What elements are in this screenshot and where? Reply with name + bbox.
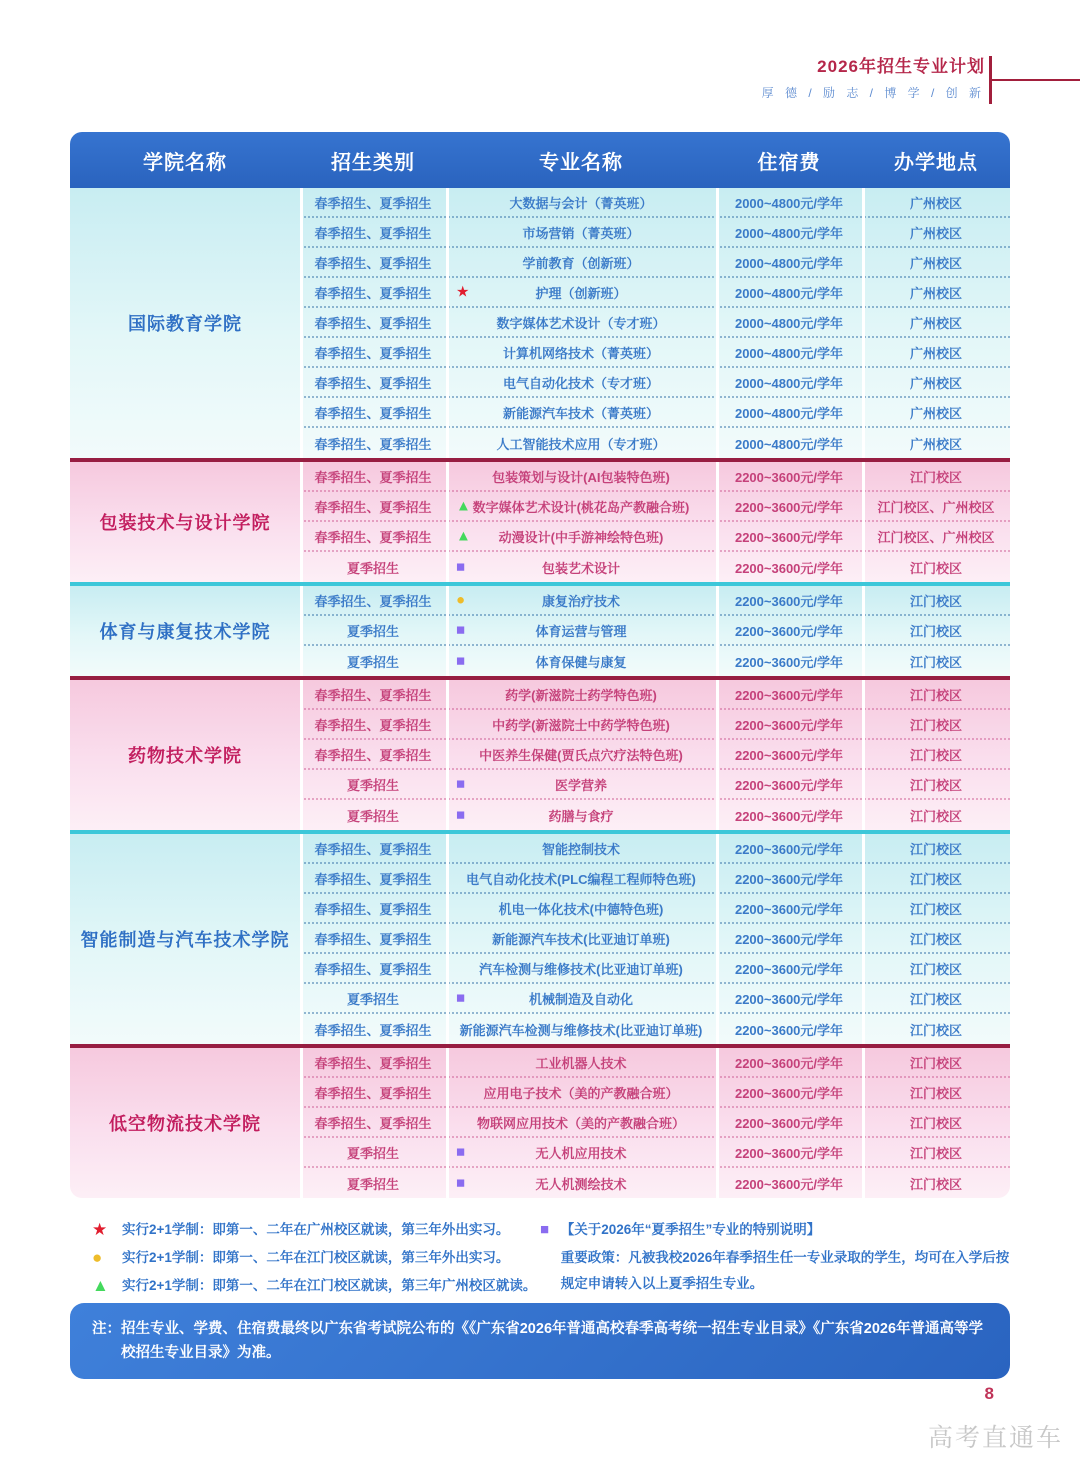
cell-category: 春季招生、夏季招生 — [314, 1115, 432, 1131]
cell-location: 江门校区 — [909, 841, 962, 857]
cell-category: 春季招生、夏季招生 — [314, 1022, 432, 1038]
triangle-icon: ▲ — [456, 497, 471, 515]
cell-location: 江门校区 — [909, 593, 962, 609]
cell-fee: 2000~4800元/学年 — [734, 315, 844, 331]
college-name: 低空物流技术学院 — [109, 1114, 261, 1134]
cell-location: 广州校区 — [909, 375, 962, 391]
table-row — [300, 398, 1010, 428]
cell-category: 春季招生、夏季招生 — [314, 1055, 432, 1071]
cell-category: 夏季招生 — [346, 991, 399, 1007]
cell-major: 动漫设计(中手游神绘特色班) ▲ — [456, 527, 664, 545]
square-icon: ■ — [456, 558, 466, 576]
cell-fee: 2200~3600元/学年 — [734, 1145, 844, 1161]
cell-major: 电气自动化技术（专才班） — [502, 375, 659, 391]
square-icon: ■ — [456, 1143, 466, 1161]
cell-fee: 2200~3600元/学年 — [734, 499, 844, 515]
cell-fee: 2200~3600元/学年 — [734, 593, 844, 609]
column-separator — [716, 188, 719, 458]
cell-location: 江门校区 — [909, 871, 962, 887]
college-section — [70, 188, 1010, 458]
square-icon: ■ — [456, 621, 466, 639]
cell-fee: 2200~3600元/学年 — [734, 469, 844, 485]
cell-fee: 2200~3600元/学年 — [734, 841, 844, 857]
cell-fee: 2000~4800元/学年 — [734, 345, 844, 361]
table-row — [300, 954, 1010, 984]
triangle-icon: ▲ — [456, 527, 471, 545]
table-header-row — [70, 132, 1010, 188]
cell-major: 机械制造及自动化 ■ — [456, 989, 633, 1007]
cell-fee: 2200~3600元/学年 — [734, 871, 844, 887]
table-row — [300, 586, 1010, 616]
cell-fee: 2200~3600元/学年 — [734, 961, 844, 977]
college-section — [70, 586, 1010, 676]
column-separator — [446, 680, 449, 830]
column-separator — [300, 462, 303, 582]
cell-category: 春季招生、夏季招生 — [314, 841, 432, 857]
cell-major: 医学营养 ■ — [456, 775, 607, 793]
cell-major: 护理（创新班） ★ — [456, 283, 627, 301]
cell-category: 春季招生、夏季招生 — [314, 593, 432, 609]
cell-location: 江门校区 — [909, 623, 962, 639]
column-separator — [300, 1048, 303, 1198]
legend-text: 实行2+1学制：即第一、二年在广州校区就读，第三年外出实习。 — [122, 1222, 510, 1237]
cell-location: 广州校区 — [909, 315, 962, 331]
cell-location: 江门校区 — [909, 901, 962, 917]
column-separator — [716, 680, 719, 830]
table-row — [300, 680, 1010, 710]
cell-location: 广州校区 — [909, 285, 962, 301]
column-separator — [716, 834, 719, 1044]
table-row — [300, 1048, 1010, 1078]
cell-category: 春季招生、夏季招生 — [314, 436, 432, 452]
header-major: 专业名称 — [539, 151, 623, 174]
cell-location: 江门校区 — [909, 654, 962, 670]
cell-major: 数字媒体艺术设计（专才班） — [496, 315, 666, 331]
cell-major: 机电一体化技术(中德特色班) — [498, 901, 664, 917]
column-separator — [862, 188, 865, 458]
cell-location: 江门校区 — [909, 961, 962, 977]
cell-major: 中药学(新滋院士中药学特色班) — [492, 717, 670, 733]
college-name: 体育与康复技术学院 — [99, 622, 271, 642]
square-icon: ■ — [456, 1174, 466, 1192]
cell-location: 江门校区 — [909, 808, 962, 824]
cell-category: 春季招生、夏季招生 — [314, 405, 432, 421]
cell-location: 江门校区 — [909, 1022, 962, 1038]
column-separator — [300, 680, 303, 830]
cell-location: 江门校区 — [909, 931, 962, 947]
column-separator — [300, 586, 303, 676]
legend-item — [88, 1248, 540, 1267]
table-row — [300, 522, 1010, 552]
table-row — [300, 338, 1010, 368]
cell-category: 春季招生、夏季招生 — [314, 901, 432, 917]
circle-icon: ● — [456, 591, 466, 609]
cell-category: 夏季招生 — [346, 654, 399, 670]
table-row — [300, 1014, 1010, 1044]
page-number: 8 — [984, 1384, 994, 1403]
cell-location: 江门校区 — [909, 1176, 962, 1192]
cell-location: 广州校区 — [909, 225, 962, 241]
cell-category: 春季招生、夏季招生 — [314, 499, 432, 515]
cell-category: 春季招生、夏季招生 — [314, 717, 432, 733]
header-college: 学院名称 — [143, 151, 227, 174]
cell-fee: 2200~3600元/学年 — [734, 1055, 844, 1071]
table-row — [300, 710, 1010, 740]
table-row — [300, 834, 1010, 864]
column-separator — [446, 1048, 449, 1198]
legend — [88, 1220, 1012, 1304]
column-separator — [862, 462, 865, 582]
column-separator — [862, 586, 865, 676]
table-row — [300, 428, 1010, 458]
table-row — [300, 864, 1010, 894]
cell-location: 广州校区 — [909, 195, 962, 211]
cell-category: 夏季招生 — [346, 1176, 399, 1192]
college-section — [70, 834, 1010, 1044]
cell-category: 春季招生、夏季招生 — [314, 255, 432, 271]
college-name: 智能制造与汽车技术学院 — [80, 930, 290, 950]
cell-fee: 2200~3600元/学年 — [734, 901, 844, 917]
table-row — [300, 1138, 1010, 1168]
square-icon: ■ — [456, 806, 466, 824]
cell-fee: 2200~3600元/学年 — [734, 717, 844, 733]
header-fee: 住宿费 — [757, 151, 821, 174]
cell-major: 人工智能技术应用（专才班） — [496, 436, 666, 452]
circle-icon: ● — [92, 1248, 103, 1267]
header-location: 办学地点 — [894, 151, 978, 174]
legend-text: 实行2+1学制：即第一、二年在江门校区就读，第三年广州校区就读。 — [122, 1278, 537, 1293]
cell-location: 江门校区、广州校区 — [877, 499, 995, 515]
cell-category: 夏季招生 — [346, 777, 399, 793]
footnote-text: 招生专业、学费、住宿费最终以广东省考试院公布的《《广东省2026年普通高校春季高考统一招生专业目录》《广东省2026年普通高等学校招生专业目录》为准。 — [121, 1321, 984, 1361]
cell-category: 春季招生、夏季招生 — [314, 931, 432, 947]
cell-major: 体育保健与康复 ■ — [456, 652, 627, 670]
cell-fee: 2200~3600元/学年 — [734, 1176, 844, 1192]
cell-major: 学前教育（创新班） — [522, 255, 640, 271]
cell-fee: 2200~3600元/学年 — [734, 777, 844, 793]
cell-major: 新能源汽车技术(比亚迪订单班) — [492, 931, 670, 947]
cell-category: 春季招生、夏季招生 — [314, 195, 432, 211]
table-row — [300, 188, 1010, 218]
cell-location: 广州校区 — [909, 345, 962, 361]
cell-major: 康复治疗技术 ● — [456, 591, 620, 609]
cell-category: 春季招生、夏季招生 — [314, 225, 432, 241]
cell-major: 新能源汽车检测与维修技术(比亚迪订单班) — [459, 1022, 703, 1038]
college-name: 包装技术与设计学院 — [99, 513, 271, 533]
table-row — [300, 278, 1010, 308]
cell-fee: 2200~3600元/学年 — [734, 654, 844, 670]
table-row — [300, 984, 1010, 1014]
footnote-prefix: 注： — [92, 1321, 121, 1337]
column-separator — [446, 586, 449, 676]
cell-category: 夏季招生 — [346, 560, 399, 576]
cell-fee: 2000~4800元/学年 — [734, 225, 844, 241]
cell-category: 夏季招生 — [346, 1145, 399, 1161]
column-separator — [862, 1048, 865, 1198]
column-separator — [446, 188, 449, 458]
cell-category: 春季招生、夏季招生 — [314, 961, 432, 977]
star-icon: ★ — [92, 1220, 108, 1239]
summer-note-title: 【关于2026年“夏季招生”专业的特别说明】 — [560, 1222, 821, 1237]
table-row — [300, 924, 1010, 954]
table-row — [300, 218, 1010, 248]
table-row — [300, 1168, 1010, 1198]
cell-category: 春季招生、夏季招生 — [314, 1085, 432, 1101]
summer-note-body: 重要政策：凡被我校2026年春季招生任一专业录取的学生，均可在入学后按规定申请转入以上夏季招生专业。 — [560, 1250, 1010, 1291]
cell-location: 江门校区、广州校区 — [877, 529, 995, 545]
cell-major: 体育运营与管理 ■ — [456, 621, 627, 639]
cell-category: 春季招生、夏季招生 — [314, 687, 432, 703]
column-separator — [446, 834, 449, 1044]
table-row — [300, 894, 1010, 924]
cell-location: 江门校区 — [909, 1085, 962, 1101]
legend-item — [88, 1276, 540, 1295]
square-icon: ■ — [456, 989, 466, 1007]
cell-major: 物联网应用技术（美的产教融合班） — [476, 1115, 685, 1131]
cell-fee: 2000~4800元/学年 — [734, 436, 844, 452]
cell-major: 药膳与食疗 ■ — [456, 806, 614, 824]
cell-location: 江门校区 — [909, 991, 962, 1007]
cell-fee: 2000~4800元/学年 — [734, 285, 844, 301]
header-category: 招生类别 — [331, 151, 415, 174]
cell-location: 广州校区 — [909, 405, 962, 421]
table-body — [70, 188, 1010, 1198]
college-section — [70, 1048, 1010, 1198]
square-icon: ■ — [456, 652, 466, 670]
watermark: 高考直通车 — [927, 1425, 1063, 1452]
cell-category: 春季招生、夏季招生 — [314, 285, 432, 301]
legend-item — [88, 1220, 540, 1239]
table-row — [300, 248, 1010, 278]
cell-category: 春季招生、夏季招生 — [314, 469, 432, 485]
column-separator — [716, 586, 719, 676]
college-name: 药物技术学院 — [128, 746, 242, 766]
college-section — [70, 462, 1010, 582]
masthead-horizontal-rule — [992, 79, 1080, 81]
cell-location: 江门校区 — [909, 1055, 962, 1071]
cell-fee: 2000~4800元/学年 — [734, 195, 844, 211]
cell-fee: 2200~3600元/学年 — [734, 808, 844, 824]
admissions-table — [70, 132, 1010, 1198]
cell-major: 包装策划与设计(AI包装特色班) — [492, 469, 670, 485]
column-separator — [446, 462, 449, 582]
cell-major: 大数据与会计（菁英班） — [509, 195, 653, 211]
table-row — [300, 800, 1010, 830]
column-separator — [300, 188, 303, 458]
cell-major: 智能控制技术 — [541, 841, 620, 857]
cell-major: 数字媒体艺术设计(桃花岛产教融合班) ▲ — [456, 497, 690, 515]
cell-major: 无人机应用技术 ■ — [456, 1143, 627, 1161]
table-row — [300, 1078, 1010, 1108]
cell-major: 市场营销（菁英班） — [522, 225, 640, 241]
cell-fee: 2000~4800元/学年 — [734, 255, 844, 271]
cell-major: 电气自动化技术(PLC编程工程师特色班) — [466, 871, 696, 887]
cell-category: 夏季招生 — [346, 623, 399, 639]
masthead — [762, 52, 985, 101]
table-row — [300, 770, 1010, 800]
cell-category: 春季招生、夏季招生 — [314, 375, 432, 391]
cell-major: 中医养生保健(贾氏点穴疗法特色班) — [479, 747, 683, 763]
table-row — [300, 552, 1010, 582]
square-icon: ■ — [540, 1221, 550, 1238]
table-row — [300, 1108, 1010, 1138]
legend-left — [88, 1220, 540, 1304]
cell-category: 春季招生、夏季招生 — [314, 871, 432, 887]
cell-fee: 2000~4800元/学年 — [734, 375, 844, 391]
cell-major: 包装艺术设计 ■ — [456, 558, 620, 576]
cell-location: 江门校区 — [909, 687, 962, 703]
cell-location: 广州校区 — [909, 255, 962, 271]
school-motto: 厚 德 / 励 志 / 博 学 / 创 新 — [761, 86, 985, 100]
column-separator — [862, 834, 865, 1044]
cell-major: 应用电子技术（美的产教融合班） — [483, 1085, 679, 1101]
column-separator — [300, 834, 303, 1044]
cell-fee: 2200~3600元/学年 — [734, 747, 844, 763]
table-row — [300, 646, 1010, 676]
cell-fee: 2200~3600元/学年 — [734, 529, 844, 545]
footnote-box — [70, 1303, 1010, 1379]
table-row — [300, 616, 1010, 646]
cell-fee: 2200~3600元/学年 — [734, 991, 844, 1007]
cell-fee: 2200~3600元/学年 — [734, 1085, 844, 1101]
cell-major: 计算机网络技术（菁英班） — [502, 345, 659, 361]
cell-category: 春季招生、夏季招生 — [314, 529, 432, 545]
table-row — [300, 740, 1010, 770]
cell-location: 江门校区 — [909, 747, 962, 763]
table-row — [300, 462, 1010, 492]
cell-location: 江门校区 — [909, 469, 962, 485]
cell-location: 江门校区 — [909, 777, 962, 793]
cell-fee: 2200~3600元/学年 — [734, 931, 844, 947]
cell-location: 江门校区 — [909, 1145, 962, 1161]
cell-fee: 2000~4800元/学年 — [734, 405, 844, 421]
cell-fee: 2200~3600元/学年 — [734, 623, 844, 639]
cell-location: 江门校区 — [909, 560, 962, 576]
legend-text: 实行2+1学制：即第一、二年在江门校区就读，第三年外出实习。 — [122, 1250, 510, 1265]
column-separator — [862, 680, 865, 830]
cell-fee: 2200~3600元/学年 — [734, 1022, 844, 1038]
cell-major: 工业机器人技术 — [535, 1055, 627, 1071]
cell-major: 新能源汽车技术（菁英班） — [502, 405, 659, 421]
table-row — [300, 308, 1010, 338]
triangle-icon: ▲ — [92, 1276, 109, 1295]
legend-summer-note — [540, 1220, 1010, 1304]
column-separator — [716, 1048, 719, 1198]
star-icon: ★ — [456, 283, 470, 301]
cell-fee: 2200~3600元/学年 — [734, 560, 844, 576]
square-icon: ■ — [456, 775, 466, 793]
college-section — [70, 680, 1010, 830]
cell-location: 广州校区 — [909, 436, 962, 452]
column-separator — [716, 462, 719, 582]
cell-location: 江门校区 — [909, 1115, 962, 1131]
cell-fee: 2200~3600元/学年 — [734, 687, 844, 703]
cell-category: 夏季招生 — [346, 808, 399, 824]
cell-major: 汽车检测与维修技术(比亚迪订单班) — [479, 961, 683, 977]
college-name: 国际教育学院 — [128, 314, 242, 334]
cell-major: 无人机测绘技术 ■ — [456, 1174, 627, 1192]
cell-category: 春季招生、夏季招生 — [314, 345, 432, 361]
cell-category: 春季招生、夏季招生 — [314, 747, 432, 763]
page-title: 2026年招生专业计划 — [817, 57, 985, 76]
cell-location: 江门校区 — [909, 717, 962, 733]
table-row — [300, 368, 1010, 398]
cell-major: 药学(新滋院士药学特色班) — [505, 687, 657, 703]
table-row — [300, 492, 1010, 522]
cell-category: 春季招生、夏季招生 — [314, 315, 432, 331]
cell-fee: 2200~3600元/学年 — [734, 1115, 844, 1131]
